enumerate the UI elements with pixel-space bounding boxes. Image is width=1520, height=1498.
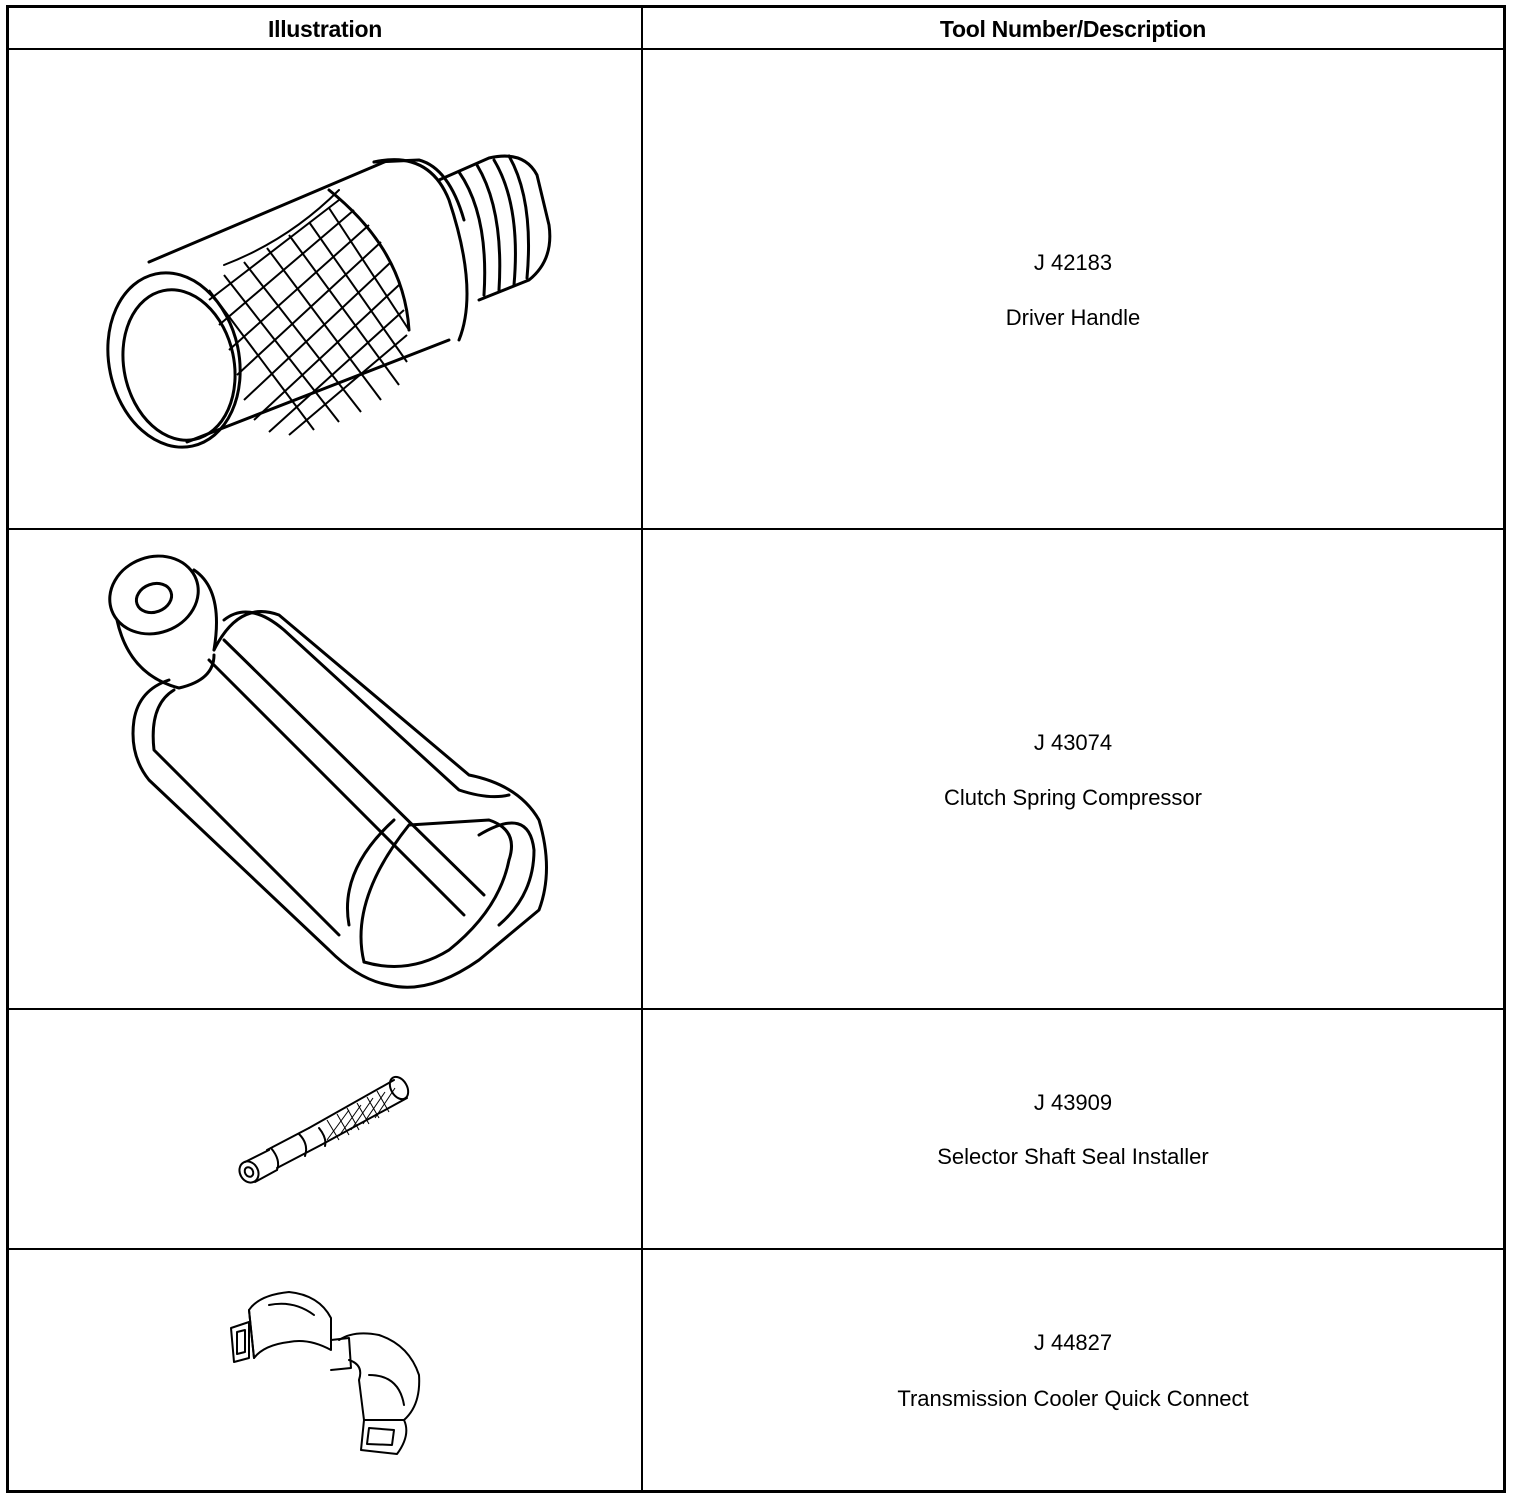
driver-handle-icon [9,50,641,528]
tool-number: J 42183 [1033,250,1113,275]
illustration-cell [9,50,641,528]
description-cell [643,1250,1503,1490]
table-row [9,530,1503,1010]
tool-name: Selector Shaft Seal Installer [937,1144,1209,1169]
selector-shaft-seal-installer-icon [9,1010,641,1248]
table-row [9,1010,1503,1250]
description-cell [643,1010,1503,1248]
illustration-cell [9,530,641,1008]
tool-number: J 43074 [1033,730,1113,755]
table-row [9,1250,1503,1490]
illustration-cell [9,1250,641,1490]
header-illustration: Illustration [268,16,382,42]
tool-name: Clutch Spring Compressor [944,785,1202,810]
illustration-cell [9,1010,641,1248]
tool-name: Driver Handle [1005,305,1141,330]
table-row [9,50,1503,530]
tool-name: Transmission Cooler Quick Connect [897,1386,1249,1411]
clutch-spring-compressor-icon [9,530,641,1008]
table-header [9,8,1503,50]
description-cell [643,50,1503,528]
tool-number: J 43909 [1033,1090,1113,1115]
quick-connect-icon [9,1250,641,1488]
tool-table [6,5,1506,1493]
header-tool-description: Tool Number/Description [939,16,1207,42]
tool-number: J 44827 [1033,1330,1113,1355]
description-cell [643,530,1503,1008]
